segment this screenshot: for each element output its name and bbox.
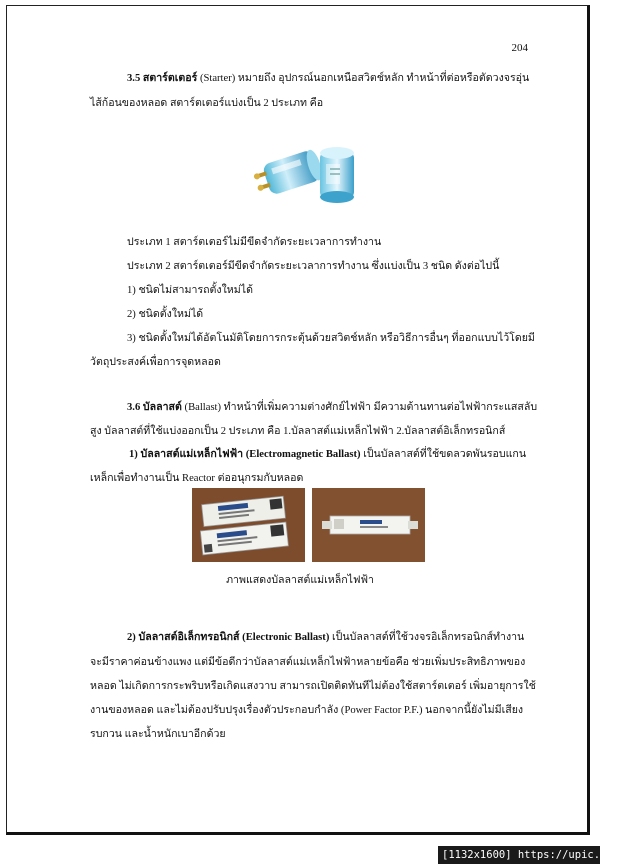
electronic-heading: 2) บัลลาสต์อิเล็กทรอนิกส์ (Electronic Ballast) — [127, 632, 330, 643]
electronic-ballast-photo — [312, 488, 425, 562]
figure-caption: ภาพแสดงบัลลาสต์แม่เหล็กไฟฟ้า — [226, 575, 374, 586]
section-35-line2: ไส้ก้อนของหลอด สตาร์ตเตอร์แบ่งเป็น 2 ประเภท คือ — [90, 98, 324, 109]
section-35-text: (Starter) หมายถึง อุปกรณ์นอกเหนือสวิตช์หลัก ทำหน้าที่ต่อหรือตัดวงจรอุ่น — [197, 73, 530, 84]
electronic-line3: หลอด ไม่เกิดการกระพริบหรือเกิดแสงวาบ สามารถเปิดติดทันทีไม่ต้องใช้สตาร์ตเตอร์ เพิ่มอายุการใช้ — [90, 681, 536, 692]
section-36-heading: 3.6 บัลลาสต์ — [127, 402, 182, 413]
electronic-text: เป็นบัลลาสต์ที่ใช้วงจรอิเล็กทรอนิกส์ทำงาน — [329, 632, 525, 643]
section-35-line1 — [127, 68, 529, 90]
magnetic-text: เป็นบัลลาสต์ที่ใช้ขดลวดพันรอบแกน — [360, 449, 527, 460]
page-number: 204 — [511, 42, 528, 54]
magnetic-ballast-photo — [192, 488, 305, 562]
section-36-line2: สูง บัลลาสต์ที่ใช้แบ่งออกเป็น 2 ประเภท คือ 1.บัลลาสต์แม่เหล็กไฟฟ้า 2.บัลลาสต์อิเล็กทรอนิกส์ — [90, 426, 506, 437]
section-36-text: (Ballast) ทำหน้าที่เพิ่มความต่างศักย์ไฟฟ้า มีความต้านทานต่อไฟฟ้ากระแสสลับ — [181, 402, 538, 413]
electronic-line5: รบกวน และน้ำหนักเบาอีกด้วย — [90, 729, 226, 740]
starter-type-1: ประเภท 1 สตาร์ตเตอร์ไม่มีขีดจำกัดระยะเวลาการทำงาน — [127, 237, 382, 248]
image-size-footer: [1132x1600] https://upic.me/ — [438, 846, 600, 864]
section-36-line1 — [127, 397, 537, 419]
starter-subtype-1: 1) ชนิดไม่สามารถตั้งใหม่ได้ — [127, 285, 253, 296]
electronic-line4: งานของหลอด และไม่ต้องปรับปรุงเรื่องตัวประกอบกำลัง (Power Factor P.F.) นอกจากนี้ยังไม่มีเสียง — [90, 705, 524, 716]
section-35-heading: 3.5 สตาร์ตเตอร์ — [127, 73, 198, 84]
electronic-line1 — [127, 627, 524, 649]
starter-subtype-3-line1: 3) ชนิดตั้งใหม่ได้อัตโนมัติโดยการกระตุ้นด้วยสวิตช์หลัก หรือวิธีการอื่นๆ ที่ออกแบบไว้โดยมี — [127, 333, 535, 344]
magnetic-line2: เหล็กเพื่อทำงานเป็น Reactor ต่ออนุกรมกับหลอด — [90, 473, 304, 484]
starter-subtype-2: 2) ชนิดตั้งใหม่ได้ — [127, 309, 204, 320]
magnetic-line1 — [129, 444, 526, 466]
starter-photo — [252, 140, 362, 206]
electronic-line2: จะมีราคาค่อนข้างแพง แต่มีข้อดีกว่าบัลลาสต์แม่เหล็กไฟฟ้าหลายข้อคือ ช่วยเพิ่มประสิทธิภาพของ — [90, 657, 526, 668]
magnetic-heading: 1) บัลลาสต์แม่เหล็กไฟฟ้า (Electromagnetic Ballast) — [129, 449, 361, 460]
starter-type-2: ประเภท 2 สตาร์ตเตอร์มีขีดจำกัดระยะเวลาการทำงาน ซึ่งแบ่งเป็น 3 ชนิด ดังต่อไปนี้ — [127, 261, 500, 272]
starter-subtype-3-line2: วัตถุประสงค์เพื่อการจุดหลอด — [90, 357, 221, 368]
